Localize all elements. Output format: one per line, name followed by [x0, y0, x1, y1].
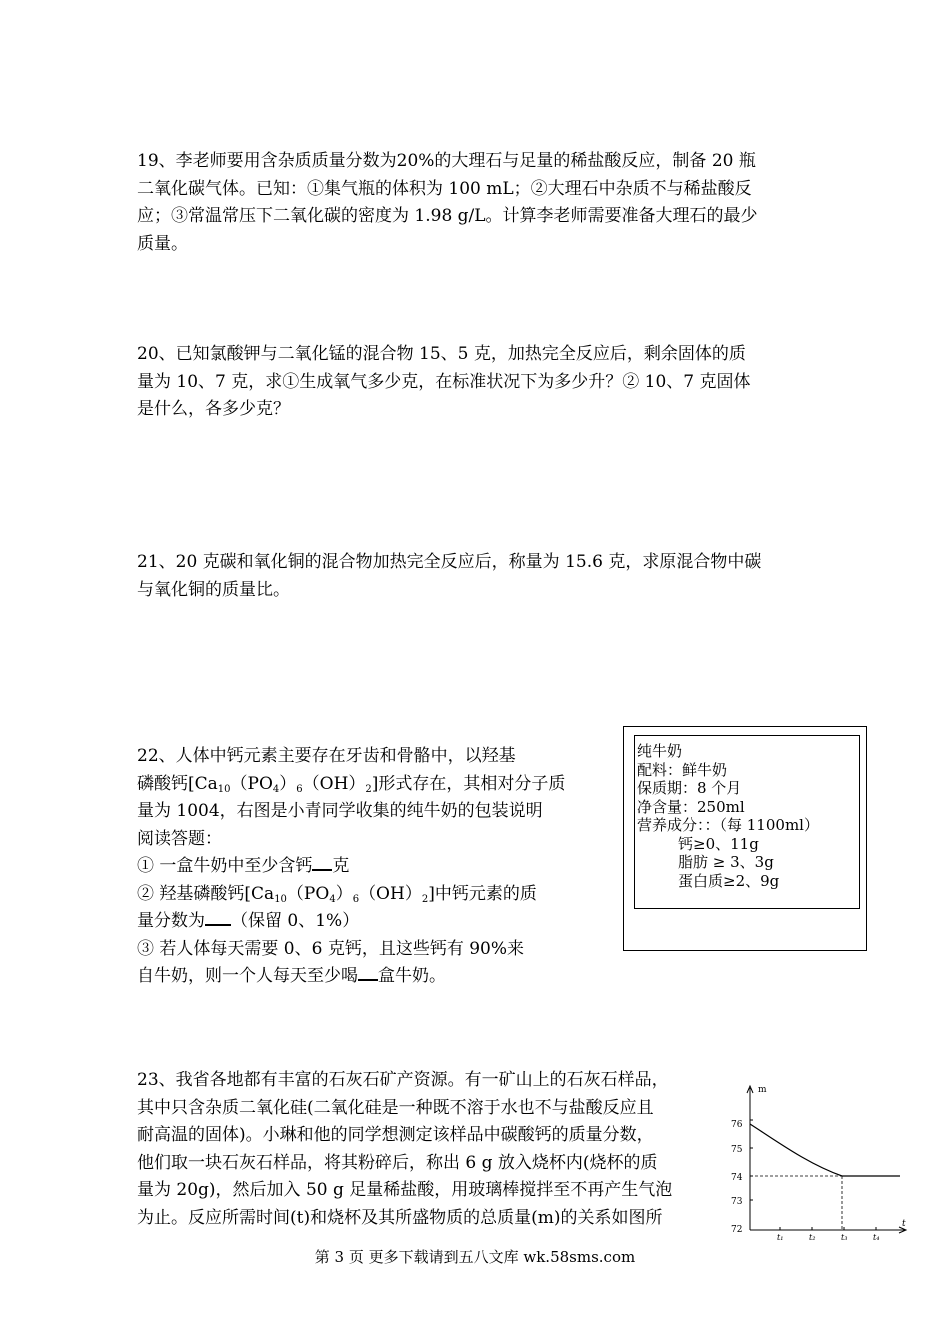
q23-line: 23、我省各地都有丰富的石灰石矿产资源。有一矿山上的石灰石样品， — [137, 1070, 669, 1090]
mass-curve — [750, 1124, 900, 1176]
question-23 — [137, 1067, 727, 1232]
answer-blank[interactable] — [312, 855, 332, 871]
q23-line: 为止。反应所需时间(t)和烧杯及其所盛物质的总质量(m)的关系如图所 — [137, 1207, 663, 1228]
q19-line: 质量。 — [137, 233, 188, 254]
mass-time-graph — [728, 1080, 908, 1240]
q19-line: 二氧化碳气体。已知：①集气瓶的体积为 100 mL；②大理石中杂质不与稀盐酸反 — [137, 178, 752, 199]
q20-line: 是什么，各多少克？ — [137, 399, 290, 419]
q22-formula-line: 磷酸钙$[Ca_{10}(PO_4)_6(OH)_2]$形式存在，其相对分子质 — [137, 773, 566, 795]
x-tick-label: t₄ — [873, 1233, 880, 1240]
page-footer: 第 3 页 更多下载请到五八文库 wk.58sms.com — [314, 1248, 636, 1266]
milk-net-content: 净含量：250ml — [637, 797, 745, 816]
milk-title: 纯牛奶 — [637, 742, 683, 760]
milk-shelf-life: 保质期：8 个月 — [637, 779, 742, 797]
q22-sub-question-1: ① 一盒牛奶中至少含钙 克 — [137, 856, 350, 876]
milk-nutrition: 营养成分：：（每 1100ml） — [637, 816, 819, 834]
answer-blank[interactable] — [358, 965, 378, 981]
q21-line: 21、20 克碳和氧化铜的混合物加热完全反应后，称量为 15.6 克，求原混合物中碳 — [137, 552, 762, 572]
q23-line: 他们取一块石灰石样品，将其粉碎后，称出 6 g 放入烧杯内(烧杯的质 — [137, 1152, 658, 1173]
milk-ingredients: 配料：鲜牛奶 — [637, 760, 728, 779]
question-19 — [137, 148, 823, 258]
y-tick-label: 73 — [731, 1197, 743, 1207]
q19-line: 应；③常温常压下二氧化碳的密度为 1.98 g/L。计算李老师需要准备大理石的最少 — [137, 206, 758, 226]
x-tick-label: t₁ — [777, 1233, 784, 1240]
q22-line: 阅读答题： — [137, 828, 222, 849]
y-axis-label: m — [758, 1085, 767, 1095]
question-20 — [137, 341, 823, 424]
q19-line: 19、李老师要用含杂质质量分数为20%的大理石与足量的稀盐酸反应，制备 20 瓶 — [137, 151, 756, 171]
q22-line: 22、人体中钙元素主要存在牙齿和骨骼中，以羟基 — [137, 746, 516, 766]
q23-line: 其中只含杂质二氧化硅(二氧化硅是一种既不溶于水也不与盐酸反应且 — [137, 1097, 654, 1118]
question-21 — [137, 549, 823, 604]
y-tick-label: 75 — [731, 1145, 743, 1155]
milk-package-label — [634, 735, 860, 909]
answer-blank[interactable] — [205, 910, 231, 926]
milk-fat: 脂肪 ≥ 3、3g — [678, 853, 774, 871]
q22-sub-question-3-cont: 自牛奶，则一个人每天至少喝 盒牛奶。 — [137, 966, 446, 986]
q23-line: 量为 20g)，然后加入 50 g 足量稀盐酸，用玻璃棒搅拌至不再产生气泡 — [137, 1180, 673, 1200]
q20-line: 量为 10、7 克，求①生成氧气多少克，在标准状况下为多少升？② 10、7 克固体 — [137, 371, 751, 392]
q22-sub-question-3: ③ 若人体每天需要 0、6 克钙，且这些钙有 90%来 — [137, 938, 525, 959]
q22-sub-question-2-cont: 量分数为 （保留 0、1%） — [137, 911, 360, 931]
q23-line: 耐高温的固体)。小琳和他的同学想测定该样品中碳酸钙的质量分数， — [137, 1125, 654, 1145]
q22-line: 量为 1004，右图是小青同学收集的纯牛奶的包装说明 — [137, 801, 543, 821]
question-22 — [137, 743, 607, 991]
milk-protein: 蛋白质≥2、9g — [678, 871, 780, 890]
y-tick-label: 76 — [731, 1120, 743, 1130]
q21-line: 与氧化铜的质量比。 — [137, 579, 290, 600]
y-tick-label: 74 — [731, 1173, 743, 1183]
q20-line: 20、已知氯酸钾与二氧化锰的混合物 15、5 克，加热完全反应后，剩余固体的质 — [137, 344, 746, 364]
q22-sub-question-2: ② 羟基磷酸钙$[Ca_{10}(PO_4)_6(OH)_2]$中钙元素的质 — [137, 883, 537, 905]
x-axis-label: t — [902, 1219, 906, 1229]
y-tick-label: 72 — [731, 1225, 743, 1235]
x-tick-label: t₃ — [841, 1233, 848, 1240]
milk-calcium: 钙≥0、11g — [678, 834, 759, 853]
x-tick-label: t₂ — [809, 1233, 816, 1240]
